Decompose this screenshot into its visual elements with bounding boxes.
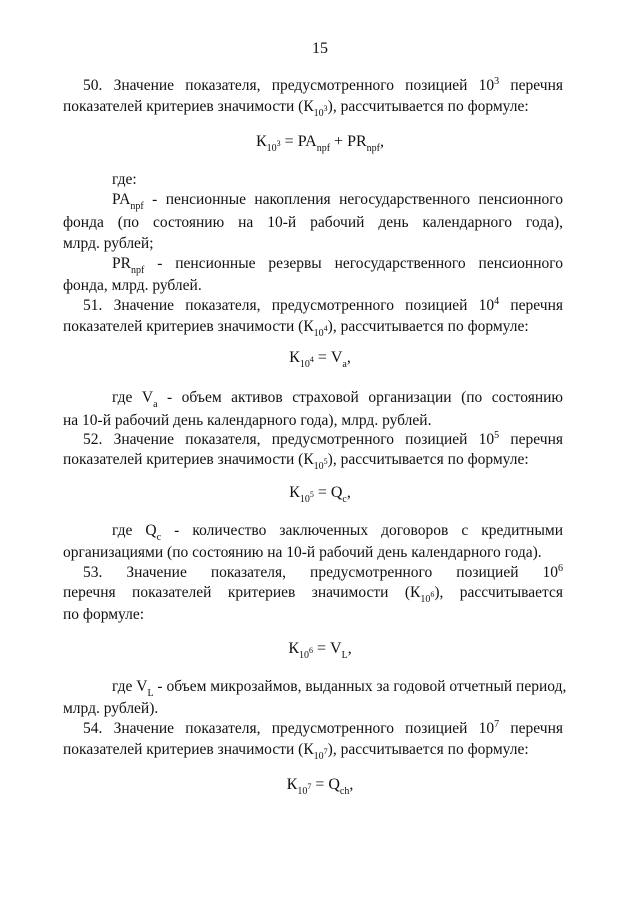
- paragraph-54-line-2: показателей критериев значимости $(К_{10^7})$, рассчитывается по формуле:: [63, 741, 529, 762]
- paragraph-53-line-3: по формуле:: [63, 606, 145, 623]
- definition-pa-line-2: фонда (по состоянию на 10-й рабочий день календарного года),: [63, 214, 563, 231]
- definition-qc-line-2: организациями (по состоянию на 10-й рабочий день календарного года).: [63, 544, 542, 561]
- paragraph-52-line-2: показателей критериев значимости $(К_{10^5})$, рассчитывается по формуле:: [63, 451, 529, 472]
- paragraph-52-line-1: 52. Значение показателя, предусмотренного позицией $10^5$ перечня: [83, 430, 563, 448]
- definition-va-line-1: где $V_a$ - объем активов страховой организации (по состоянию: [112, 389, 563, 410]
- formula-54: $К_{10^7} = Q_{ch}$,: [286, 776, 354, 797]
- definition-vl-line-2: млрд. рублей).: [63, 700, 159, 717]
- definition-vl-line-1: где $V_L$ - объем микрозаймов, выданных за годовой отчетный период,: [112, 678, 567, 699]
- paragraph-54-line-1: 54. Значение показателя, предусмотренного позицией $10^7$ перечня: [83, 719, 563, 737]
- paragraph-50-line-1: 50. Значение показателя, предусмотренного позицией $10^3$ перечня: [83, 76, 563, 94]
- formula-51: $К_{10^4} = V_a$,: [289, 349, 351, 370]
- paragraph-53-line-2: перечня показателей критериев значимости $(К_{10^6})$, рассчитывается: [63, 584, 563, 605]
- definition-pa-line-1: $PA_{npf}$ - пенсионные накопления негосударственного пенсионного: [112, 191, 563, 212]
- definition-pr-line-2: фонда, млрд. рублей.: [63, 277, 202, 294]
- definition-pr-line-1: $PR_{npf}$ - пенсионные резервы негосударственного пенсионного: [112, 255, 563, 276]
- definition-va-line-2: на 10-й рабочий день календарного года), млрд. рублей.: [63, 412, 432, 429]
- paragraph-53-line-1: 53. Значение показателя, предусмотренного позицией $10^6$: [83, 563, 563, 581]
- paragraph-51-line-1: 51. Значение показателя, предусмотренного позицией $10^4$ перечня: [83, 296, 563, 314]
- where-label: где:: [112, 171, 137, 188]
- paragraph-51-line-2: показателей критериев значимости $(К_{10^4})$, рассчитывается по формуле:: [63, 318, 529, 339]
- page-number: 15: [312, 40, 328, 57]
- paragraph-50-line-2: показателей критериев значимости $(К_{10^3})$, рассчитывается по формуле:: [63, 98, 529, 119]
- formula-52: $К_{10^5} = Q_c$,: [289, 484, 351, 505]
- formula-53: $К_{10^6} = V_L$,: [288, 640, 352, 661]
- definition-pa-line-3: млрд. рублей;: [63, 235, 154, 252]
- definition-qc-line-1: где $Q_c$ - количество заключенных договоров с кредитными: [112, 522, 563, 543]
- formula-50: $К_{10^3} = PA_{npf} + PR_{npf}$,: [256, 133, 384, 154]
